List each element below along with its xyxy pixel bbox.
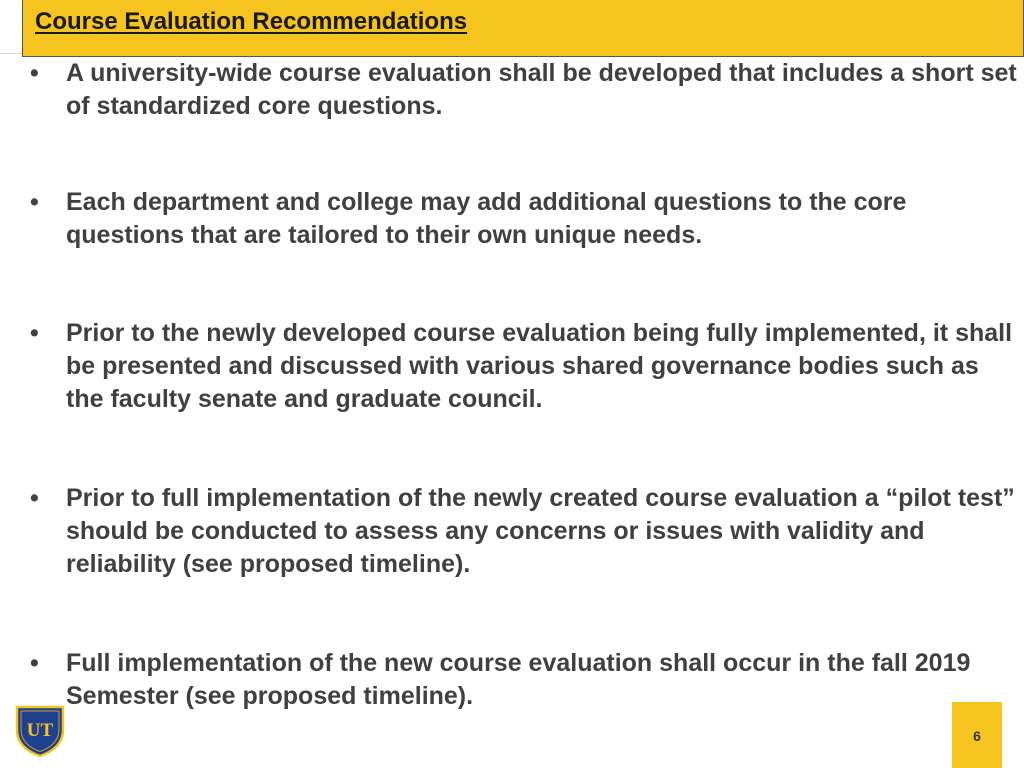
bullet-text: Prior to full implementation of the newly created course evaluation a “pilot test” should be conducted to assess any concerns or issues with validity and reliability (see proposed timeline). [66, 484, 1015, 578]
bullet-icon: • [30, 319, 39, 347]
page-number-box [952, 702, 1002, 768]
bullet-item [30, 57, 1020, 123]
logo-text: UT [26, 720, 54, 741]
title-divider-line [0, 53, 22, 54]
bullet-text: Prior to the newly developed course evaluation being fully implemented, it shall be presented and discussed with various shared governance bodies such as the faculty senate and graduate council. [66, 319, 1013, 413]
title-bar [22, 0, 1024, 57]
bullet-item [30, 186, 1020, 252]
bullet-text: Full implementation of the new course evaluation shall occur in the fall 2019 Semester (see proposed timeline). [66, 649, 971, 710]
bullet-text: Each department and college may add additional questions to the core questions that are tailored to their own unique needs. [66, 188, 907, 249]
slide-title: Course Evaluation Recommendations [35, 8, 468, 35]
bullet-icon: • [30, 649, 39, 677]
bullet-icon: • [30, 59, 39, 87]
bullet-item [30, 647, 1020, 713]
bullet-icon: • [30, 484, 39, 512]
bullet-icon: • [30, 188, 39, 216]
bullet-item [30, 317, 1020, 416]
ut-shield-logo-icon [14, 704, 66, 758]
bullet-text: A university-wide course evaluation shall be developed that includes a short set of standardized core questions. [66, 59, 1017, 120]
bullet-item [30, 482, 1020, 581]
page-number: 6 [973, 728, 981, 744]
